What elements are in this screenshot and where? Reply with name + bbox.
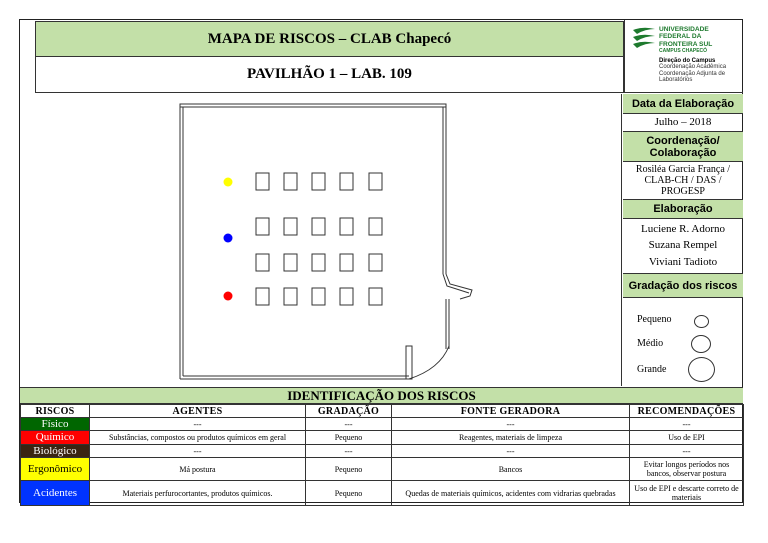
bench bbox=[284, 173, 297, 190]
bench bbox=[312, 173, 325, 190]
column-header: FONTE GERADORA bbox=[392, 405, 630, 418]
risk-category: Ergonômico bbox=[21, 458, 90, 481]
source-cell: Quedas de materiais químicos, acidentes com vidrarias quebradas bbox=[392, 481, 630, 506]
coordination-line: CLAB-CH / DAS / bbox=[644, 175, 722, 186]
door-frame bbox=[406, 346, 412, 379]
table-row bbox=[21, 431, 744, 445]
risk-category: Biológico bbox=[21, 445, 90, 458]
logo-line: FRONTEIRA SUL bbox=[659, 40, 713, 48]
agents-cell: Substâncias, compostos ou produtos químicos em geral bbox=[90, 431, 306, 445]
gradation-label: Gradação dos riscos bbox=[623, 274, 743, 298]
agents-cell: --- bbox=[90, 418, 306, 431]
uffs-logo-icon bbox=[631, 26, 657, 48]
bench bbox=[256, 173, 269, 190]
date-value: Julho – 2018 bbox=[623, 114, 743, 132]
table-row bbox=[21, 445, 744, 458]
gradation-cell: --- bbox=[306, 418, 392, 431]
table-row bbox=[21, 481, 744, 506]
date-label: Data da Elaboração bbox=[623, 94, 743, 114]
source-cell: Bancos bbox=[392, 458, 630, 481]
author-name: Luciene R. Adorno bbox=[640, 222, 725, 235]
bench bbox=[340, 254, 353, 271]
gradation-large-circle bbox=[688, 357, 715, 382]
logo-name bbox=[659, 26, 743, 48]
identification-title: IDENTIFICAÇÃO DOS RISCOS bbox=[20, 387, 743, 404]
gradation-small-label: Pequeno bbox=[637, 314, 672, 325]
logo-line: FEDERAL DA bbox=[659, 33, 702, 41]
author-name: Suzana Rempel bbox=[648, 239, 718, 252]
university-logo bbox=[624, 20, 743, 93]
bench bbox=[340, 218, 353, 235]
author-name: Viviani Tadioto bbox=[648, 256, 718, 269]
gradation-medium-circle bbox=[691, 335, 711, 353]
coordination-line: PROGESP bbox=[661, 186, 705, 197]
gradation-small-circle bbox=[694, 315, 709, 328]
coordination-label-line: Coordenação/ bbox=[646, 134, 720, 147]
risk-category: Acidentes bbox=[21, 481, 90, 506]
gradation-cell: Pequeno bbox=[306, 431, 392, 445]
bench bbox=[312, 218, 325, 235]
coordination-label-line: Colaboração bbox=[649, 146, 717, 159]
door-swing bbox=[409, 346, 449, 379]
source-cell: --- bbox=[392, 445, 630, 458]
column-header: AGENTES bbox=[90, 405, 306, 418]
recommendation-cell: Uso de EPI e descarte correto de materiais bbox=[630, 481, 744, 506]
gradation-cell: Pequeno bbox=[306, 458, 392, 481]
accident-risk-marker bbox=[224, 234, 233, 243]
coordination-value bbox=[623, 162, 743, 200]
agents-cell: Má postura bbox=[90, 458, 306, 481]
page-subtitle: PAVILHÃO 1 – LAB. 109 bbox=[35, 57, 624, 93]
info-sidebar bbox=[623, 94, 743, 403]
column-header: RECOMENDAÇÕES bbox=[630, 405, 744, 418]
chemical-risk-marker bbox=[224, 292, 233, 301]
floor-plan-drawing bbox=[20, 94, 622, 386]
bench bbox=[369, 254, 382, 271]
floor-plan bbox=[20, 94, 622, 386]
logo-info-title: Direção do Campus bbox=[659, 58, 716, 64]
bench bbox=[369, 218, 382, 235]
elaboration-label: Elaboração bbox=[623, 200, 743, 219]
ergonomic-risk-marker bbox=[224, 178, 233, 187]
gradation-cell: Pequeno bbox=[306, 481, 392, 506]
gradation-medium-label: Médio bbox=[637, 338, 664, 349]
benches bbox=[256, 173, 382, 305]
logo-campus: CAMPUS CHAPECÓ bbox=[659, 48, 708, 54]
bench bbox=[256, 254, 269, 271]
gradation-large-label: Grande bbox=[637, 364, 667, 375]
logo-info-line: Coordenação Adjunta de Laboratórios bbox=[659, 70, 726, 84]
gradation-cell: --- bbox=[306, 445, 392, 458]
bench bbox=[256, 288, 269, 305]
coordination-label bbox=[623, 132, 743, 162]
coordination-line: Rosiléa Garcia França / bbox=[635, 164, 731, 175]
bench bbox=[284, 254, 297, 271]
risk-category: Físico bbox=[21, 418, 90, 431]
column-header: GRADAÇÃO bbox=[306, 405, 392, 418]
bench bbox=[284, 218, 297, 235]
recommendation-cell: Evitar longos períodos nos bancos, observar postura bbox=[630, 458, 744, 481]
bench bbox=[369, 288, 382, 305]
elaboration-names bbox=[623, 219, 743, 274]
logo-info-line: Coordenação Acadêmica bbox=[659, 64, 727, 71]
source-cell: --- bbox=[392, 418, 630, 431]
page-title: MAPA DE RISCOS – CLAB Chapecó bbox=[35, 21, 624, 57]
recommendation-cell: --- bbox=[630, 445, 744, 458]
bench bbox=[256, 218, 269, 235]
recommendation-cell: Uso de EPI bbox=[630, 431, 744, 445]
bench bbox=[369, 173, 382, 190]
logo-line: UNIVERSIDADE bbox=[659, 26, 709, 33]
bench bbox=[340, 173, 353, 190]
table-header-row bbox=[21, 405, 744, 418]
column-header: RISCOS bbox=[21, 405, 90, 418]
risk-category: Químico bbox=[21, 431, 90, 445]
bench bbox=[312, 254, 325, 271]
table-row bbox=[21, 418, 744, 431]
agents-cell: --- bbox=[90, 445, 306, 458]
north-wall bbox=[180, 104, 446, 107]
risk-table bbox=[20, 404, 744, 506]
recommendation-cell: --- bbox=[630, 418, 744, 431]
bench bbox=[312, 288, 325, 305]
table-row bbox=[21, 458, 744, 481]
logo-info bbox=[659, 58, 743, 84]
bench bbox=[284, 288, 297, 305]
agents-cell: Materiais perfurocortantes, produtos químicos. bbox=[90, 481, 306, 506]
source-cell: Reagentes, materiais de limpeza bbox=[392, 431, 630, 445]
bench bbox=[340, 288, 353, 305]
